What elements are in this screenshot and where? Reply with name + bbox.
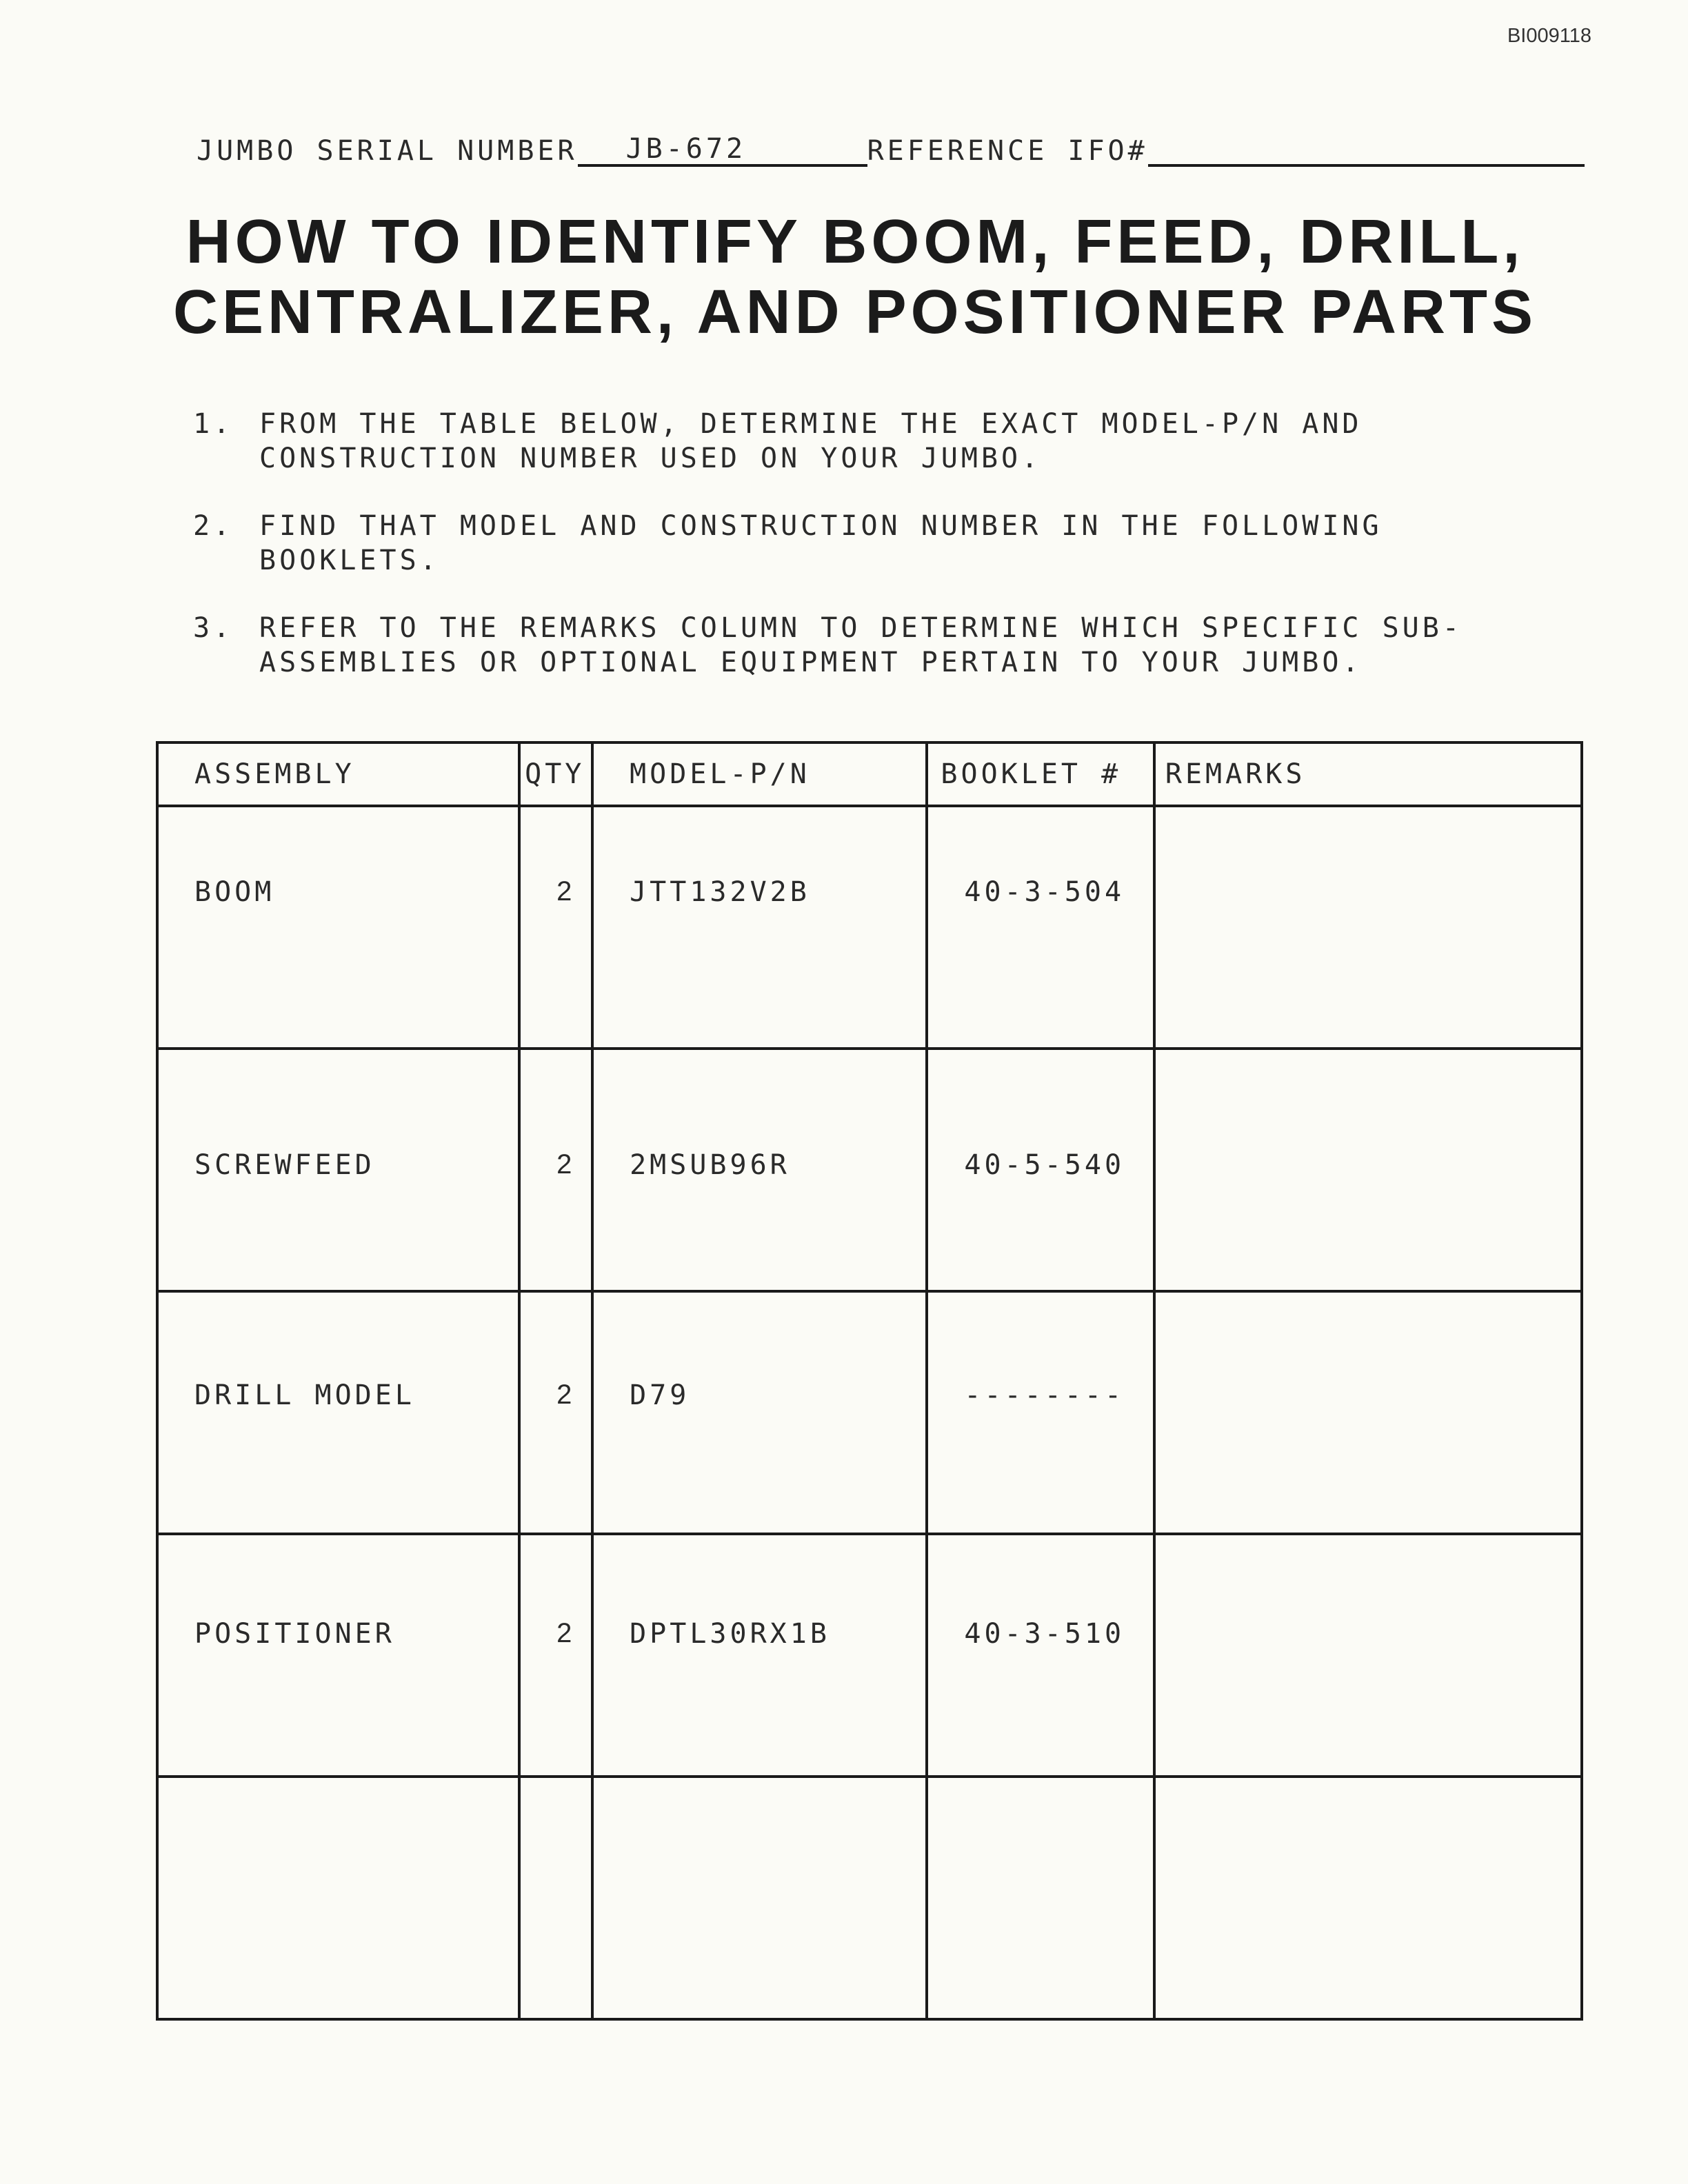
booklet-value: -------- bbox=[964, 1379, 1125, 1411]
model-value: 2MSUB96R bbox=[630, 1149, 790, 1181]
column-header-model: MODEL-P/N bbox=[592, 742, 927, 806]
model-cell bbox=[592, 1534, 927, 1777]
parts-table bbox=[156, 741, 1583, 2021]
model-value: DPTL30RX1B bbox=[630, 1618, 830, 1650]
instructions-list bbox=[193, 407, 1538, 713]
column-header-booklet: BOOKLET # bbox=[927, 742, 1154, 806]
qty-value: 2 bbox=[556, 1379, 572, 1410]
table-row bbox=[157, 806, 1582, 1049]
instruction-number: 3. bbox=[193, 612, 234, 644]
instruction-text: FROM THE TABLE BELOW, DETERMINE THE EXACT MODEL-P/N AND CONSTRUCTION NUMBER USED ON YOUR JUMBO. bbox=[259, 408, 1363, 474]
table-row bbox=[157, 1291, 1582, 1534]
table-row bbox=[157, 1534, 1582, 1777]
instruction-text: REFER TO THE REMARKS COLUMN TO DETERMINE WHICH SPECIFIC SUB-ASSEMBLIES OR OPTIONAL EQUIPMENT PERTAIN TO YOUR JUMBO. bbox=[259, 612, 1463, 678]
model-value: JTT132V2B bbox=[630, 876, 810, 908]
assembly-cell bbox=[157, 1291, 519, 1534]
assembly-value: SCREWFEED bbox=[194, 1149, 375, 1181]
assembly-cell bbox=[157, 1777, 519, 2019]
qty-cell bbox=[519, 806, 592, 1049]
serial-number-field: JB-672 bbox=[578, 134, 867, 167]
model-value: D79 bbox=[630, 1379, 690, 1411]
assembly-value: POSITIONER bbox=[194, 1618, 395, 1650]
column-header-assembly: ASSEMBLY bbox=[157, 742, 519, 806]
instruction-item bbox=[193, 611, 1538, 680]
remarks-cell bbox=[1154, 1291, 1582, 1534]
document-id: BI009118 bbox=[1507, 25, 1591, 47]
remarks-cell bbox=[1154, 1777, 1582, 2019]
serial-number-label: JUMBO SERIAL NUMBER bbox=[197, 135, 578, 167]
instruction-number: 1. bbox=[193, 408, 234, 440]
qty-value: 2 bbox=[556, 1149, 572, 1180]
page-title bbox=[138, 207, 1572, 347]
booklet-value: 40-3-510 bbox=[964, 1618, 1125, 1650]
remarks-cell bbox=[1154, 1534, 1582, 1777]
reference-ifo-label: REFERENCE IFO# bbox=[867, 135, 1148, 167]
qty-value: 2 bbox=[556, 876, 572, 907]
column-header-qty: QTY bbox=[519, 742, 592, 806]
instruction-item bbox=[193, 407, 1538, 476]
instruction-item bbox=[193, 509, 1538, 578]
model-cell bbox=[592, 1291, 927, 1534]
remarks-cell bbox=[1154, 1049, 1582, 1291]
booklet-cell bbox=[927, 1777, 1154, 2019]
table-row bbox=[157, 1049, 1582, 1291]
model-cell bbox=[592, 1049, 927, 1291]
booklet-value: 40-5-540 bbox=[964, 1149, 1125, 1181]
model-cell bbox=[592, 806, 927, 1049]
serial-reference-line bbox=[197, 131, 1585, 167]
assembly-cell bbox=[157, 1534, 519, 1777]
qty-value: 2 bbox=[556, 1618, 572, 1648]
title-line-1: HOW TO IDENTIFY BOOM, FEED, DRILL, bbox=[185, 208, 1525, 276]
model-cell bbox=[592, 1777, 927, 2019]
column-header-remarks: REMARKS bbox=[1154, 742, 1582, 806]
assembly-value: BOOM bbox=[194, 876, 275, 908]
reference-ifo-field bbox=[1148, 131, 1585, 167]
table-row bbox=[157, 1777, 1582, 2019]
assembly-cell bbox=[157, 1049, 519, 1291]
instruction-number: 2. bbox=[193, 510, 234, 542]
instruction-text: FIND THAT MODEL AND CONSTRUCTION NUMBER IN THE FOLLOWING BOOKLETS. bbox=[259, 510, 1383, 576]
booklet-value: 40-3-504 bbox=[964, 876, 1125, 908]
qty-cell bbox=[519, 1777, 592, 2019]
table-header-row bbox=[157, 742, 1582, 806]
qty-cell bbox=[519, 1049, 592, 1291]
booklet-cell bbox=[927, 1534, 1154, 1777]
assembly-cell bbox=[157, 806, 519, 1049]
remarks-cell bbox=[1154, 806, 1582, 1049]
booklet-cell bbox=[927, 1049, 1154, 1291]
booklet-cell bbox=[927, 806, 1154, 1049]
title-line-2: CENTRALIZER, AND POSITIONER PARTS bbox=[172, 278, 1538, 347]
booklet-cell bbox=[927, 1291, 1154, 1534]
assembly-value: DRILL MODEL bbox=[194, 1379, 415, 1411]
qty-cell bbox=[519, 1291, 592, 1534]
qty-cell bbox=[519, 1534, 592, 1777]
